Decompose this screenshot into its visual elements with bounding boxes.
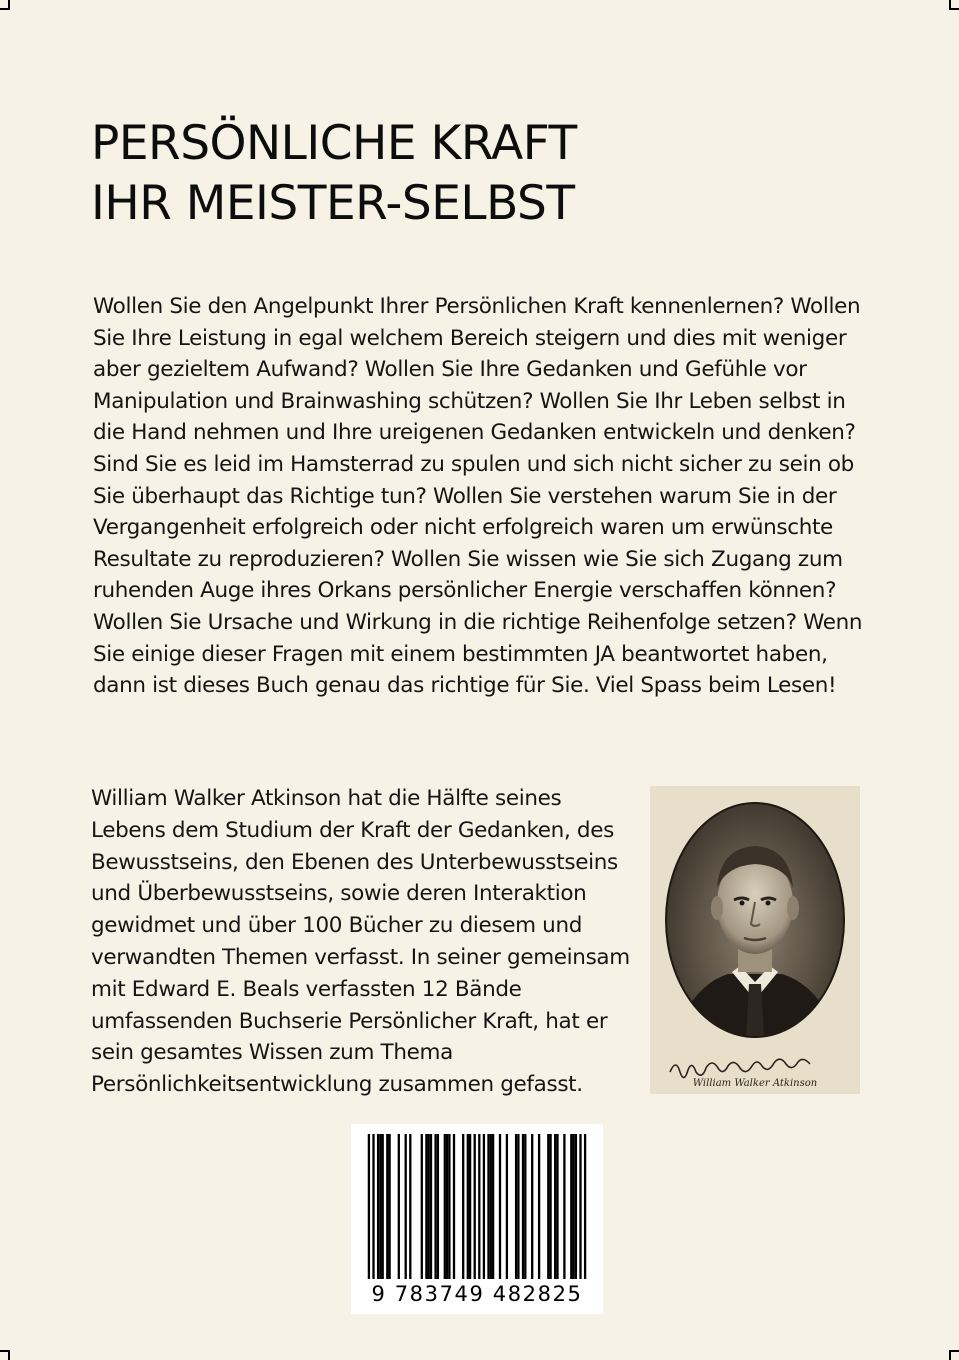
barcode-bar (421, 1134, 423, 1279)
barcode-bar (524, 1134, 526, 1279)
barcode-bar (538, 1134, 540, 1279)
barcode-bar (499, 1134, 501, 1279)
barcode-bar (398, 1134, 400, 1279)
barcode-bar (467, 1134, 469, 1279)
barcode-bar (434, 1134, 436, 1279)
barcode-bar (547, 1134, 549, 1279)
book-title (91, 114, 871, 234)
barcode-bar (490, 1134, 492, 1279)
book-title-line-1: PERSÖNLICHE KRAFT (91, 116, 577, 171)
barcode-bar (517, 1134, 519, 1279)
author-portrait (650, 786, 860, 1094)
barcode-bar (388, 1134, 390, 1279)
barcode-bar (563, 1134, 565, 1279)
crop-mark-bottom-left (0, 1350, 10, 1360)
barcode-bar (379, 1134, 381, 1279)
barcode-bar (515, 1134, 517, 1279)
barcode-bar (554, 1134, 556, 1279)
barcode-bar (506, 1134, 508, 1279)
barcode-bar (405, 1134, 407, 1279)
author-portrait-image (650, 786, 860, 1094)
barcode-bar (556, 1134, 558, 1279)
isbn-barcode (351, 1124, 603, 1314)
barcode-bar (487, 1134, 489, 1279)
barcode-bar (584, 1134, 586, 1279)
barcode-bar (483, 1134, 485, 1279)
barcode-bar (478, 1134, 480, 1279)
barcode-bar (430, 1134, 432, 1279)
barcode-bars (351, 1124, 603, 1284)
barcode-bar (446, 1134, 448, 1279)
barcode-bar (549, 1134, 551, 1279)
barcode-bar (492, 1134, 494, 1279)
barcode-bar (386, 1134, 388, 1279)
barcode-bar (437, 1134, 439, 1279)
barcode-bar (474, 1134, 476, 1279)
barcode-bar (377, 1134, 379, 1279)
barcode-bar (575, 1134, 577, 1279)
book-title-line-2: IHR MEISTER-SELBST (91, 176, 575, 231)
blurb-text: Wollen Sie den Angelpunkt Ihrer Persönlichen Kraft kennenlernen? Wollen Sie Ihre Leistung in egal welchem Bereich steigern und dies mit weniger aber gezieltem Aufwand? Wollen Sie Ihre Gedanken und Gefühle vor Manipulation und Brainwashing schützen? Wollen Sie Ihr Leben selbst in die Hand nehmen und Ihre ureigenen Gedanken entwickeln und denken? Sind Sie es leid im Hamsterrad zu spulen und sich nicht sicher zu sein ob Sie überhaupt das Richtige tun? Wollen Sie verstehen warum Sie in der Vergangenheit erfolgreich oder nicht erfolgreich waren um erwünschte Resultate zu reproduzieren? Wollen Sie wissen wie Sie sich Zugang zum ruhenden Auge ihres Orkans persönlicher Energie verschaffen können? Wollen Sie Ursache und Wirkung in die richtige Reihenfolge setzen? Wenn Sie einige dieser Fragen mit einem bestimmten JA beantwortet haben, dann ist dieses Buch genau das richtige für Sie. Viel Spass beim Lesen! (93, 294, 863, 699)
barcode-bar (579, 1134, 581, 1279)
barcode-bar (531, 1134, 533, 1279)
barcode-bar (522, 1134, 524, 1279)
barcode-bar (428, 1134, 430, 1279)
barcode-bar (444, 1134, 446, 1279)
barcode-bar (448, 1134, 450, 1279)
barcode-bar (453, 1134, 455, 1279)
barcode-bar (372, 1134, 374, 1279)
barcode-bar (368, 1134, 370, 1279)
barcode-bar (382, 1134, 384, 1279)
barcode-bar (570, 1134, 572, 1279)
barcode-bar (425, 1134, 427, 1279)
portrait-signature: William Walker Atkinson (692, 1078, 818, 1089)
isbn-number: 9 783749 482825 (371, 1282, 583, 1306)
author-bio: William Walker Atkinson hat die Hälfte seines Lebens dem Studium der Kraft der Gedanken, des Bewusstseins, den Ebenen des Unterbewusstseins und Überbewusstseins, sowie deren Interaktion gewidmet und über 100 Bücher zu diesem und verwandten Themen verfasst. In seiner gemeinsam mit Edward E. Beals verfassten 12 Bände umfassenden Buchserie Persönlicher Kraft, hat er sein gesamtes Wissen zum Thema Persönlichkeitsentwicklung zusammen gefasst. (91, 786, 630, 1098)
barcode-bar (462, 1134, 464, 1279)
barcode-bar (572, 1134, 574, 1279)
barcode-bar (469, 1134, 471, 1279)
crop-mark-top-right (949, 0, 959, 10)
barcode-bar (409, 1134, 411, 1279)
crop-mark-bottom-right (949, 1350, 959, 1360)
crop-mark-top-left (0, 0, 10, 10)
